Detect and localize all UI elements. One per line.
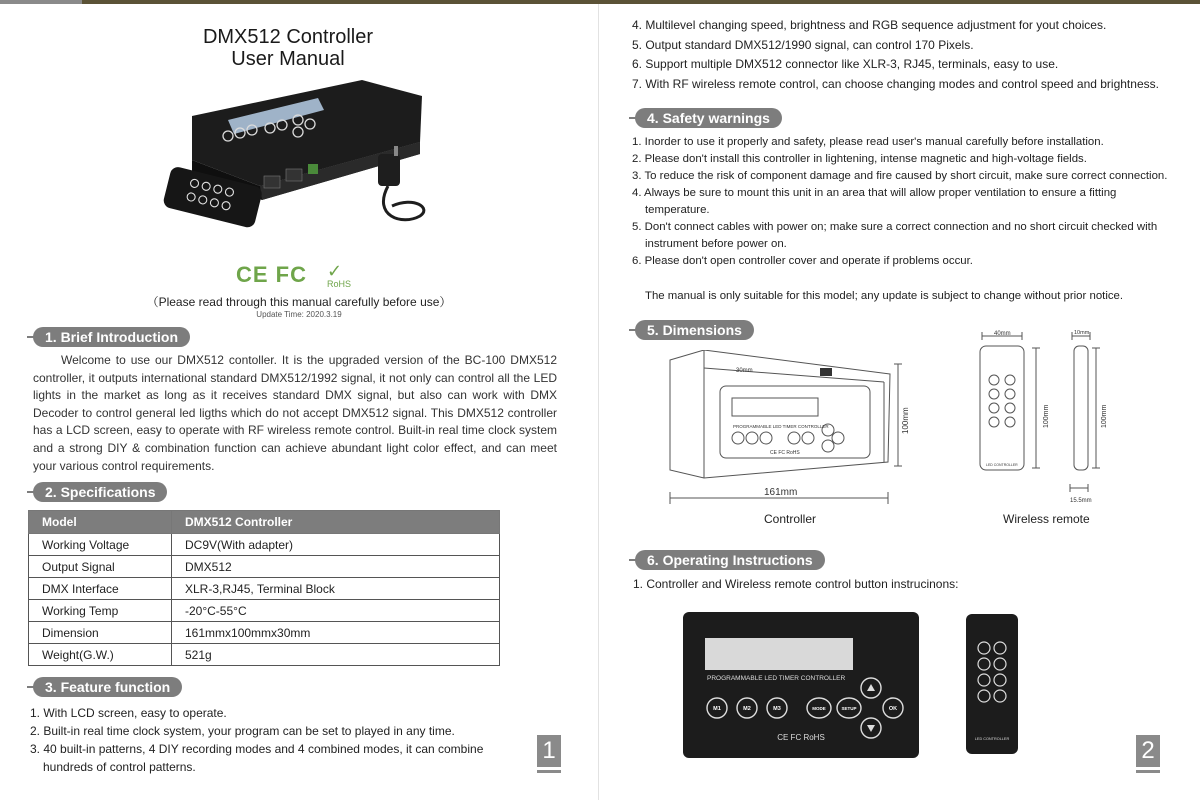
remote-height-label: 100mm <box>1043 404 1050 428</box>
dim-width-label: 161mm <box>764 487 798 498</box>
page-divider <box>598 4 599 800</box>
list-item: 1. Inorder to use it properly and safety, please read user's manual carefully before installation. <box>632 136 1104 148</box>
remote-dim-label: LED CONTROLLER <box>986 463 1018 467</box>
remote-label: LED CONTROLLER <box>974 737 1010 741</box>
list-item: 5. Output standard DMX512/1990 signal, can control 170 Pixels. <box>632 37 974 52</box>
update-time: Update Time: 2020.3.19 <box>256 310 342 319</box>
spec-value: 161mmx100mmx30mm <box>172 622 500 644</box>
specs-header-cell: DMX512 Controller <box>172 511 500 534</box>
controller-dimension-drawing <box>666 350 916 508</box>
spec-label: DMX Interface <box>29 578 172 600</box>
section-operating-instructions: 6. Operating Instructions <box>635 550 825 570</box>
list-item: 3. To reduce the risk of component damage and fire caused by short circuit, make sure correct connection. <box>632 170 1168 182</box>
features-list-left <box>30 704 520 776</box>
section-safety-warnings: 4. Safety warnings <box>635 108 782 128</box>
mode-label: MODE <box>812 706 826 711</box>
specs-table <box>28 510 500 666</box>
spec-value: 521g <box>172 644 500 666</box>
section-dimensions: 5. Dimensions <box>635 320 754 340</box>
controller-panel-image <box>683 612 919 758</box>
table-row <box>29 600 500 622</box>
remote-width-label: 40mm <box>994 331 1011 337</box>
spec-value: DC9V(With adapter) <box>172 534 500 556</box>
list-item: 3. 40 built-in patterns, 4 DIY recording modes and 4 combined modes, it can combine hundreds of control patterns. <box>30 742 484 774</box>
list-item: 4. Multilevel changing speed, brightness and RGB sequence adjustment for yout choices. <box>632 18 1107 32</box>
title-line1: DMX512 Controller <box>202 26 374 48</box>
m1-label: M1 <box>713 706 721 712</box>
spec-value: -20°C-55°C <box>172 600 500 622</box>
manual-title <box>0 26 576 70</box>
table-row <box>29 622 500 644</box>
rohs-check-icon: ✓ <box>327 261 343 281</box>
title-line2: User Manual <box>231 48 345 70</box>
list-item: 2. Please don't install this controller in lightening, intense magnetic and high-voltage fields. <box>632 153 1087 165</box>
table-row <box>29 534 500 556</box>
product-photo <box>152 76 444 252</box>
rohs-label: RoHS <box>327 279 352 289</box>
controller-caption: Controller <box>764 512 817 526</box>
list-item: 2. Built-in real time clock system, your program can be set to played in any time. <box>30 724 455 738</box>
intro-paragraph: Welcome to use our DMX512 contoller. It is the upgraded version of the BC-100 DMX512 controller, it outputs international standard DMX512/1992 signal, it not only can control all the LED lights in the market as long as it receives standard DMX signal, but also can work with DMX Decoder to control general led ligths which do not accept DMX512 signal. This DMX512 controller has a LCD screen, easy to operate with RF wireless remote control. Built-in real time clock system and a strong DIY & combination function can achieve abundant light color effect, and can meet your various control requirements. <box>33 353 557 473</box>
read-note: （Please read through this manual carefully before use） <box>146 295 452 309</box>
spec-label: Dimension <box>29 622 172 644</box>
list-item: 6. Support multiple DMX512 connector like XLR-3, RJ45, terminals, easy to use. <box>632 57 1059 71</box>
setup-label: SETUP <box>841 706 857 711</box>
table-row <box>29 556 500 578</box>
section-feature-function: 3. Feature function <box>33 677 182 697</box>
operating-line: 1. Controller and Wireless remote control button instrucinons: <box>633 577 959 591</box>
panel-label: PROGRAMMABLE LED TIMER CONTROLLER <box>707 675 846 682</box>
list-item: 7. With RF wireless remote control, can choose changing modes and control speed and brightness. <box>632 76 1159 91</box>
m3-label: M3 <box>773 706 781 712</box>
remote-caption: Wireless remote <box>1003 512 1090 526</box>
spec-label: Weight(G.W.) <box>29 644 172 666</box>
page-left <box>0 0 598 800</box>
safety-list <box>632 134 1177 270</box>
panel-cert: CE FC RoHS <box>777 733 825 742</box>
dim-depth-label: 30mm <box>736 368 753 374</box>
table-row <box>29 578 500 600</box>
page-right <box>600 0 1200 800</box>
rohs-mark <box>327 263 351 289</box>
spec-label: Output Signal <box>29 556 172 578</box>
remote-image <box>966 614 1018 754</box>
remote-depth-label: 10mm <box>1074 330 1090 336</box>
section-specifications: 2. Specifications <box>33 482 167 502</box>
panel-lcd <box>705 638 853 670</box>
dim-cert-label: CE FC RoHS <box>770 450 800 456</box>
list-item: 4. Always be sure to mount this unit in an area that will allow proper ventilation to ensure a fitting temperature. <box>632 187 1117 216</box>
list-item: 5. Don't connect cables with power on; make sure a correct connection and no short circuit checked with instrument before power on. <box>632 221 1158 250</box>
list-item: 6. Please don't open controller cover and operate if problems occur. <box>632 255 973 267</box>
spec-value: XLR-3,RJ45, Terminal Block <box>172 578 500 600</box>
cert-marks: CE FC <box>236 262 307 287</box>
spec-label: Working Temp <box>29 600 172 622</box>
specs-header-cell: Model <box>29 511 172 534</box>
spec-label: Working Voltage <box>29 534 172 556</box>
table-row <box>29 644 500 666</box>
specs-header-row <box>29 511 500 534</box>
remote-side-height-label: 100mm <box>1101 404 1108 428</box>
ok-label: OK <box>888 706 898 712</box>
remote-dimension-drawing <box>970 326 1116 510</box>
spec-value: DMX512 <box>172 556 500 578</box>
remote-side-width-label: 15.5mm <box>1070 498 1092 504</box>
safety-note: The manual is only suitable for this model; any update is subject to change without prior notice. <box>645 290 1124 302</box>
list-item: 1. With LCD screen, easy to operate. <box>30 706 227 720</box>
dim-height-label: 100mm <box>901 407 910 434</box>
features-list-right <box>632 16 1192 94</box>
page-number-right: 2 <box>1136 735 1160 767</box>
dim-panel-label: PROGRAMMABLE LED TIMER CONTROLLER <box>733 424 829 429</box>
section-brief-intro: 1. Brief Introduction <box>33 327 190 347</box>
page-number-left: 1 <box>537 735 561 767</box>
m2-label: M2 <box>743 706 751 712</box>
